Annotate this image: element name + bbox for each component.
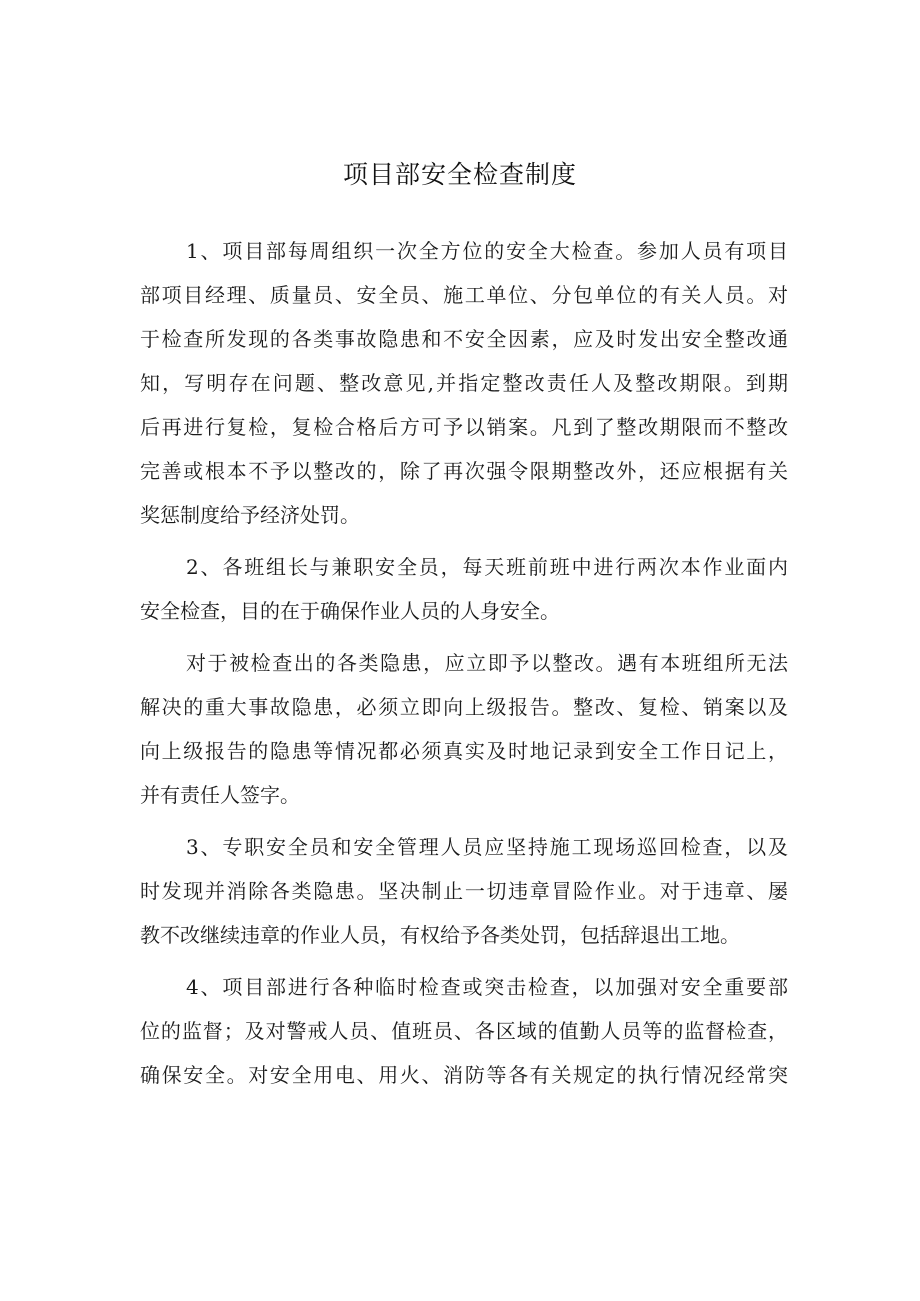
document-body	[140, 236, 788, 1112]
paragraph-5	[140, 972, 788, 1104]
text-line: 解决的重大事故隐患，必须立即向上级报告。整改、复检、销案以及	[140, 695, 788, 719]
text-line: 时发现并消除各类隐患。坚决制止一切违章冒险作业。对于违章、屡	[140, 879, 788, 903]
text-line: 于检查所发现的各类事故隐患和不安全因素，应及时发出安全整改通	[140, 327, 788, 351]
text-line: 确保安全。对安全用电、用火、消防等各有关规定的执行情况经常突	[140, 1063, 788, 1087]
text-line: 后再进行复检，复检合格后方可予以销案。凡到了整改期限而不整改	[140, 415, 788, 439]
text-line: 4、项目部进行各种临时检查或突击检查，以加强对安全重要部	[186, 975, 788, 999]
text-line: 完善或根本不予以整改的，除了再次强令限期整改外，还应根据有关	[140, 459, 788, 483]
paragraph-4	[140, 832, 788, 964]
paragraph-3	[140, 648, 788, 824]
paragraph-1	[140, 236, 788, 544]
text-line: 教不改继续违章的作业人员，有权给予各类处罚，包括辞退出工地。	[140, 923, 740, 947]
text-line: 奖惩制度给予经济处罚。	[140, 503, 360, 527]
text-line: 并有责任人签字。	[140, 783, 300, 807]
text-line: 3、专职安全员和安全管理人员应坚持施工现场巡回检查，以及	[186, 835, 788, 859]
text-line: 向上级报告的隐患等情况都必须真实及时地记录到安全工作日记上，	[140, 739, 788, 763]
text-line: 位的监督；及对警戒人员、值班员、各区域的值勤人员等的监督检查，	[140, 1019, 788, 1043]
text-line: 1、项目部每周组织一次全方位的安全大检查。参加人员有项目	[186, 239, 788, 263]
document-title: 项目部安全检查制度	[342, 160, 577, 189]
text-line: 对于被检查出的各类隐患，应立即予以整改。遇有本班组所无法	[186, 651, 788, 675]
text-line: 2、各班组长与兼职安全员，每天班前班中进行两次本作业面内	[186, 555, 788, 579]
text-line: 部项目经理、质量员、安全员、施工单位、分包单位的有关人员。对	[140, 283, 788, 307]
text-line: 知，写明存在问题、整改意见,并指定整改责任人及整改期限。到期	[140, 371, 788, 395]
paragraph-2	[140, 552, 788, 640]
text-line: 安全检查，目的在于确保作业人员的人身安全。	[140, 599, 560, 623]
